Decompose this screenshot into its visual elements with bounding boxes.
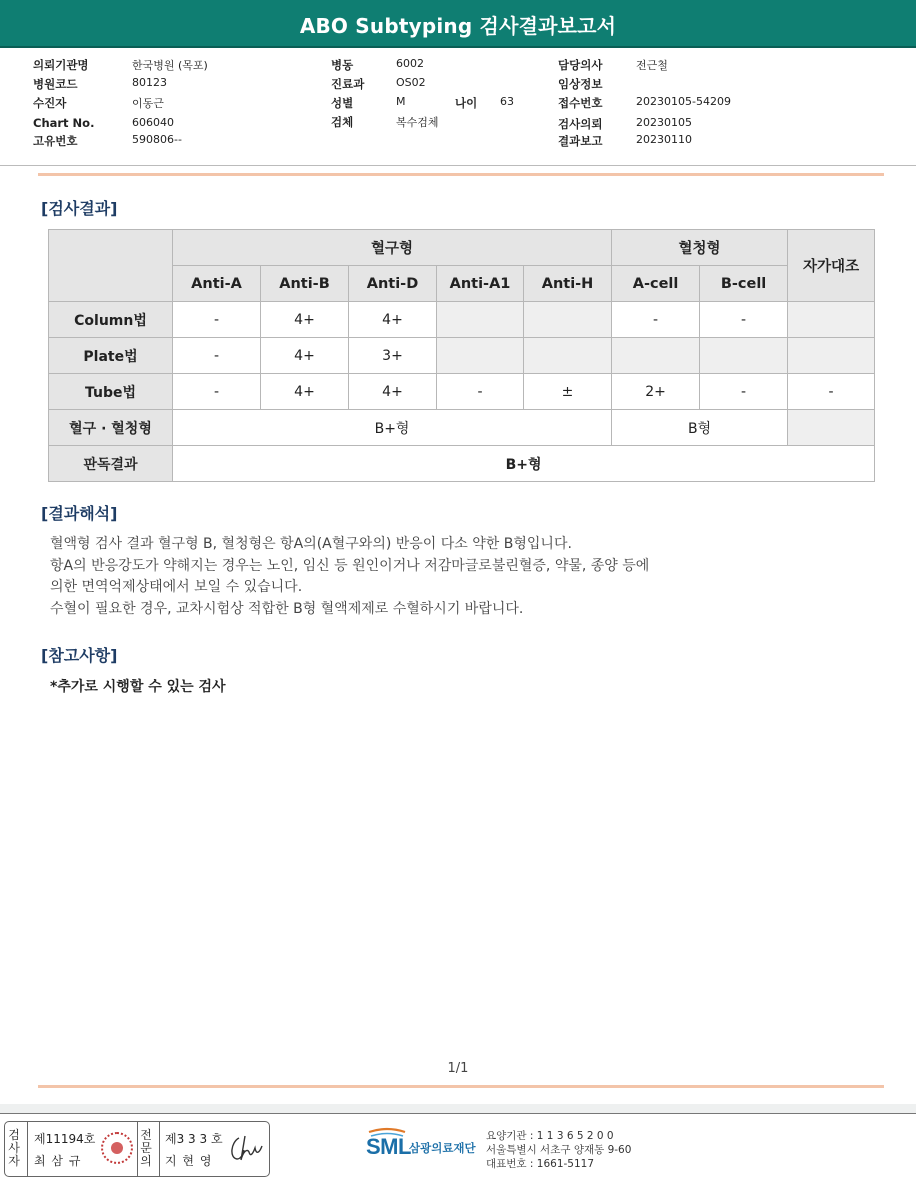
column-header: A-cell [612, 266, 700, 302]
info-label: 병동 [331, 58, 354, 72]
interpretation-text [50, 534, 649, 620]
table-cell [788, 410, 875, 446]
signer2-license: 제3 3 3 호 [165, 1132, 223, 1146]
interpretation-line: 항A의 반응강도가 약해지는 경우는 노인, 임신 등 원인이거나 저감마글로불린혈증, 약물, 종양 등에 [50, 557, 650, 574]
info-value: 20230105 [636, 116, 692, 129]
info-value: OS02 [396, 76, 426, 89]
info-label: 접수번호 [558, 96, 603, 110]
note-text: *추가로 시행할 수 있는 검사 [50, 679, 226, 695]
results-table [48, 229, 875, 482]
table-row [49, 410, 875, 446]
row-header: Tube법 [49, 374, 173, 410]
info-label: 검체 [331, 115, 354, 129]
info-value: 80123 [132, 76, 167, 89]
info-label: 수진자 [33, 96, 67, 110]
address-line: 대표번호 : 1661-5117 [486, 1158, 595, 1170]
column-header: Anti-A1 [437, 266, 524, 302]
signature-box [4, 1121, 270, 1177]
corner-cell [49, 230, 173, 302]
info-label: 의뢰기관명 [33, 58, 89, 72]
info-value: 6002 [396, 57, 424, 70]
table-cell: ± [524, 374, 612, 410]
info-value: 606040 [132, 116, 174, 129]
divider [159, 1122, 160, 1176]
verdict-value: B+형 [173, 446, 875, 482]
footer-band [0, 1104, 916, 1113]
signer1-license: 제11194호 [34, 1132, 96, 1146]
organization-name: 삼광의료재단 [409, 1141, 476, 1155]
table-cell [612, 338, 700, 374]
table-cell: 4+ [349, 302, 437, 338]
table-cell: 4+ [261, 302, 349, 338]
info-value: 복수검체 [396, 116, 439, 129]
row-header: 판독결과 [49, 446, 173, 482]
signer2-role: 전문의 [140, 1128, 152, 1168]
section-title-notes: [참고사항] [41, 646, 118, 665]
table-cell [437, 338, 524, 374]
table-cell [437, 302, 524, 338]
info-value: 63 [500, 95, 514, 108]
title-bar [0, 0, 916, 48]
table-cell: 4+ [261, 338, 349, 374]
divider [137, 1122, 138, 1176]
sml-logo-text: SML [366, 1134, 411, 1159]
info-value: 이동근 [132, 97, 164, 110]
bottom-accent-line [38, 1085, 884, 1088]
signer1-seal [101, 1132, 133, 1164]
table-cell: - [173, 374, 261, 410]
group-header-reverse: 혈청형 [612, 230, 788, 266]
info-value: 20230110 [636, 133, 692, 146]
divider [27, 1122, 28, 1176]
info-label: 진료과 [331, 77, 365, 91]
signature-icon [225, 1132, 265, 1166]
table-row [49, 338, 875, 374]
info-label: 나이 [455, 96, 478, 110]
signer1-name: 최 삼 규 [34, 1154, 82, 1168]
top-accent-line [38, 173, 884, 176]
table-cell: - [612, 302, 700, 338]
column-header: Anti-A [173, 266, 261, 302]
info-label: 담당의사 [558, 58, 603, 72]
interpretation-line: 혈액형 검사 결과 혈구형 B, 혈청형은 항A의(A혈구와의) 반응이 다소 약한 B형입니다. [50, 536, 572, 552]
info-label: 병원코드 [33, 77, 78, 91]
info-label: 검사의뢰 [558, 117, 603, 131]
table-cell: - [700, 374, 788, 410]
row-header: 혈구 · 혈청형 [49, 410, 173, 446]
table-cell [524, 302, 612, 338]
info-label: Chart No. [33, 116, 95, 130]
blood-type-reverse: B형 [612, 410, 788, 446]
info-label: 고유번호 [33, 134, 78, 148]
table-row [49, 302, 875, 338]
row-header: Column법 [49, 302, 173, 338]
column-header: Anti-D [349, 266, 437, 302]
table-row [49, 446, 875, 482]
info-value: 590806-- [132, 133, 182, 146]
row-header: Plate법 [49, 338, 173, 374]
group-header-forward: 혈구형 [173, 230, 612, 266]
page-number: 1/1 [447, 1061, 469, 1076]
signer1-role: 검사자 [8, 1128, 20, 1168]
table-cell [700, 338, 788, 374]
table-cell: - [437, 374, 524, 410]
info-label: 결과보고 [558, 134, 603, 148]
table-cell: 4+ [261, 374, 349, 410]
column-header: Anti-B [261, 266, 349, 302]
autocontrol-header: 자가대조 [788, 230, 875, 302]
table-cell: - [173, 338, 261, 374]
address-line: 요양기관 : 1 1 3 6 5 2 0 0 [486, 1130, 614, 1142]
section-title-interpretation: [결과해석] [41, 504, 118, 523]
info-value: 한국병원 (목포) [132, 59, 208, 72]
column-header: B-cell [700, 266, 788, 302]
info-value: M [396, 95, 406, 108]
table-row [49, 374, 875, 410]
signer2-name: 지 현 영 [165, 1154, 213, 1168]
organization-address [486, 1129, 631, 1171]
column-header: Anti-H [524, 266, 612, 302]
header-divider [0, 165, 916, 166]
table-cell: - [788, 374, 875, 410]
address-line: 서울특별시 서초구 양재동 9-60 [486, 1144, 632, 1156]
table-cell [788, 302, 875, 338]
table-cell [788, 338, 875, 374]
table-cell: - [700, 302, 788, 338]
table-cell: 2+ [612, 374, 700, 410]
info-value: 20230105-54209 [636, 95, 731, 108]
table-cell [524, 338, 612, 374]
report-title: ABO Subtyping 검사결과보고서 [299, 14, 617, 38]
info-label: 성별 [331, 96, 354, 110]
table-cell: 4+ [349, 374, 437, 410]
table-cell: - [173, 302, 261, 338]
blood-type-forward: B+형 [173, 410, 612, 446]
info-value: 전근철 [636, 59, 668, 72]
interpretation-line: 의한 면역억제상태에서 보일 수 있습니다. [50, 579, 303, 595]
section-title-results: [검사결과] [41, 199, 118, 218]
interpretation-line: 수혈이 필요한 경우, 교차시험상 적합한 B형 혈액제제로 수혈하시기 바랍니다. [50, 600, 524, 617]
table-cell: 3+ [349, 338, 437, 374]
footer-divider [0, 1113, 916, 1114]
info-label: 임상정보 [558, 77, 603, 91]
